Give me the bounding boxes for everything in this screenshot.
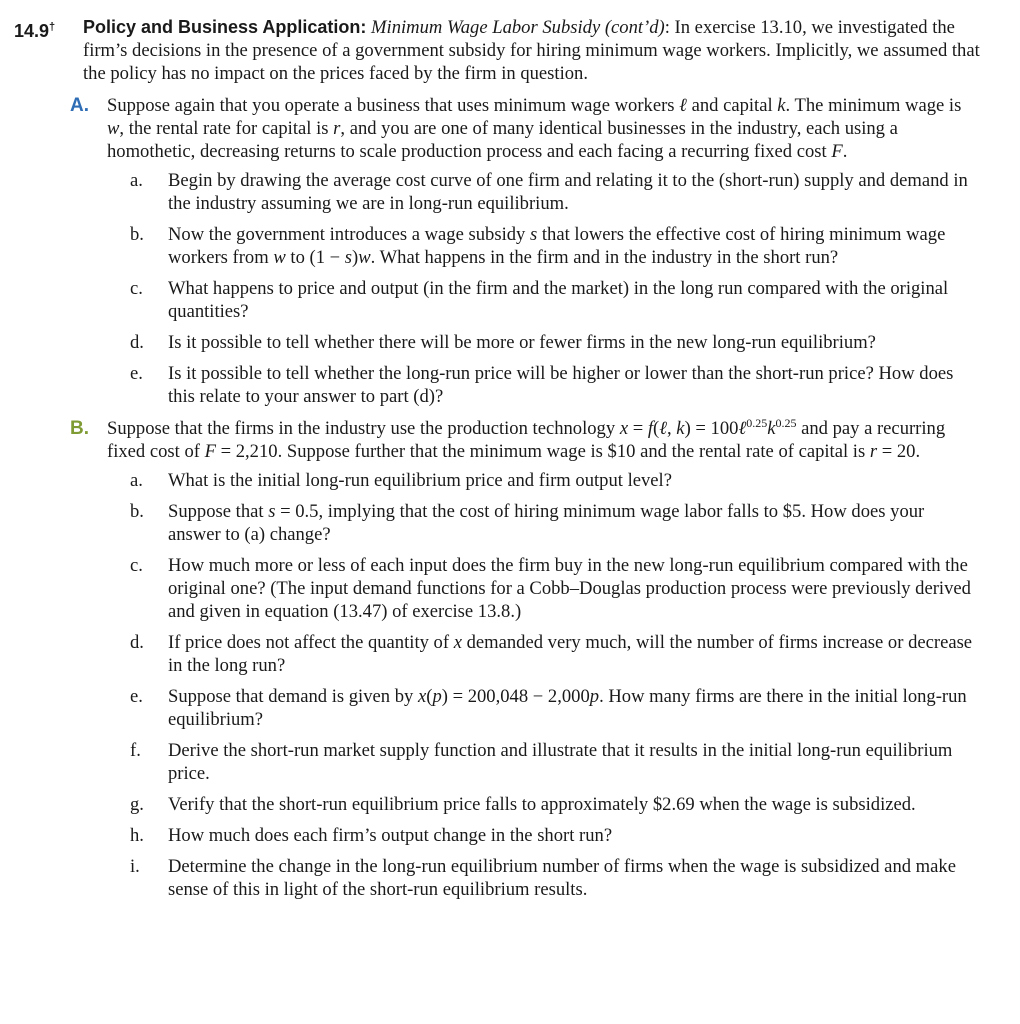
math-variable: x: [453, 632, 462, 653]
text-segment: =: [628, 418, 648, 439]
math-variable: w: [273, 247, 286, 268]
text-segment: that lowers the effective cost of hiring minimum wage workers from: [168, 224, 946, 268]
question-text: [168, 555, 971, 622]
math-variable: w: [358, 247, 371, 268]
text-segment: : In exercise 13.10, we investigated the firm’s decisions in the presence of a government subsidy for hiring minimum wage workers. Implicitly, we assumed that the policy has no impact on the prices faced by the firm in question.: [83, 17, 980, 84]
question-text: [168, 632, 972, 676]
question-text: [168, 278, 948, 322]
text-segment: ,: [667, 418, 677, 439]
text-segment: Determine the change in the long-run equilibrium number of firms when the wage is subsidized and make sense of this in light of the short-run equilibrium results.: [168, 856, 956, 900]
question-item: [0, 277, 1020, 323]
question-letter: h.: [130, 825, 144, 846]
question-item: [0, 500, 1020, 546]
text-segment: . How many firms are there in the initial long-run equilibrium?: [168, 686, 967, 730]
dagger-mark: †: [49, 21, 56, 33]
text-segment: Is it possible to tell whether there will be more or fewer firms in the new long-run equilibrium?: [168, 332, 876, 353]
question-item: [0, 855, 1020, 901]
text-segment: Now the government introduces a wage subsidy: [168, 224, 530, 245]
text-segment: Begin by drawing the average cost curve of one firm and relating it to the (short-run) supply and demand in the industry assuming we are in long-run equilibrium.: [168, 170, 968, 214]
math-variable: k: [777, 95, 786, 116]
part-b: [0, 417, 1020, 463]
exercise-number: [14, 16, 55, 43]
part-a: [0, 94, 1020, 163]
math-variable: F: [204, 441, 216, 462]
text-segment: Is it possible to tell whether the long-run price will be higher or lower than the short-run price? How does this relate to your answer to part (d)?: [168, 363, 954, 407]
text-segment: How much does each firm’s output change in the short run?: [168, 825, 613, 846]
text-segment: = 0.5, implying that the cost of hiring minimum wage labor falls to $5. How does your answer to (a) change?: [168, 501, 925, 545]
text-segment: to (1 −: [285, 247, 345, 268]
question-list: [0, 169, 1020, 408]
question-text: [168, 332, 876, 353]
question-item: [0, 223, 1020, 269]
question-text: [168, 825, 612, 846]
math-variable: ℓ: [738, 418, 747, 439]
question-text: [168, 501, 924, 545]
question-letter: e.: [130, 686, 143, 707]
question-letter: e.: [130, 363, 143, 384]
question-item: [0, 739, 1020, 785]
text-segment: How much more or less of each input does the firm buy in the new long-run equilibrium compared with the original one? (The input demand functions for a Cobb–Douglas production process were previously derived and given in equation (13.47) of exercise 13.8.): [168, 555, 971, 622]
math-variable: x: [417, 686, 427, 707]
question-letter: g.: [130, 794, 144, 815]
question-item: [0, 631, 1020, 677]
question-item: [0, 554, 1020, 623]
text-segment: and capital: [686, 95, 778, 116]
text-segment: , and you are one of many identical businesses in the industry, each using a homothetic, decreasing returns to scale production process and each facing a recurring fixed cost: [107, 118, 898, 162]
question-letter: i.: [130, 856, 140, 877]
math-variable: s: [529, 224, 538, 245]
exercise-header: [0, 16, 1020, 85]
question-letter: b.: [130, 501, 144, 522]
question-item: [0, 331, 1020, 354]
question-item: [0, 793, 1020, 816]
text-segment: . The minimum wage is: [785, 95, 962, 116]
math-variable: F: [831, 141, 843, 162]
question-item: [0, 824, 1020, 847]
text-segment: Suppose that demand is given by: [168, 686, 418, 707]
text-segment: ) = 100: [684, 418, 739, 439]
text-segment: , the rental rate for capital is: [119, 118, 334, 139]
text-segment: Suppose that the firms in the industry use the production technology: [107, 418, 620, 439]
question-text: [168, 170, 968, 214]
part-prompt: [107, 418, 945, 462]
text-segment: Derive the short-run market supply function and illustrate that it results in the initial long-run equilibrium price.: [168, 740, 953, 784]
question-letter: a.: [130, 170, 143, 191]
text-segment: (: [426, 686, 433, 707]
question-letter: b.: [130, 224, 144, 245]
question-text: [168, 856, 956, 900]
exponent: 0.25: [775, 416, 797, 430]
text-segment: What is the initial long-run equilibrium price and firm output level?: [168, 470, 672, 491]
question-letter: a.: [130, 470, 143, 491]
math-variable: f: [647, 418, 654, 439]
exponent: 0.25: [746, 416, 768, 430]
question-text: [168, 794, 916, 815]
math-variable: r: [333, 118, 341, 139]
text-segment: and pay a recurring fixed cost of: [107, 418, 946, 462]
text-segment: (: [653, 418, 660, 439]
text-segment: ) = 200,048 − 2,000: [441, 686, 590, 707]
question-letter: d.: [130, 332, 144, 353]
question-text: [168, 470, 672, 491]
question-text: [168, 224, 945, 268]
part-label: A.: [70, 95, 89, 116]
text-segment: ): [352, 247, 359, 268]
question-item: [0, 685, 1020, 731]
question-item: [0, 469, 1020, 492]
question-text: [168, 686, 967, 730]
text-segment: demanded very much, will the number of firms increase or decrease in the long run?: [168, 632, 973, 676]
question-letter: d.: [130, 632, 144, 653]
text-segment: If price does not affect the quantity of: [168, 632, 454, 653]
question-item: [0, 169, 1020, 215]
text-segment: = 20.: [877, 441, 921, 462]
question-list: [0, 469, 1020, 901]
math-variable: k: [767, 418, 776, 439]
math-variable: Minimum Wage Labor Subsidy (cont’d): [366, 17, 665, 38]
math-variable: x: [619, 418, 629, 439]
exercise-title: Policy and Business Application:: [83, 17, 367, 37]
math-variable: s: [268, 501, 276, 522]
text-segment: .: [842, 141, 848, 162]
math-variable: r: [869, 441, 878, 462]
part-label: B.: [70, 418, 89, 439]
question-letter: c.: [130, 278, 143, 299]
math-variable: k: [676, 418, 685, 439]
text-segment: What happens to price and output (in the firm and the market) in the long run compared with the original quantities?: [168, 278, 949, 322]
math-variable: ℓ: [659, 418, 667, 439]
text-segment: Suppose that: [168, 501, 269, 522]
math-variable: ℓ: [679, 95, 687, 116]
text-segment: . What happens in the firm and in the industry in the short run?: [370, 247, 839, 268]
math-variable: s: [344, 247, 353, 268]
question-text: [168, 363, 953, 407]
exercise-parts: [0, 94, 1020, 901]
question-item: [0, 362, 1020, 408]
question-letter: c.: [130, 555, 143, 576]
question-letter: f.: [130, 740, 141, 761]
text-segment: = 2,210. Suppose further that the minimum wage is $10 and the rental rate of capital is: [215, 441, 870, 462]
exercise-number-text: 14.9: [14, 21, 50, 41]
math-variable: w: [107, 118, 120, 139]
math-variable: p: [589, 686, 600, 707]
part-prompt: [107, 95, 961, 162]
text-segment: Verify that the short-run equilibrium price falls to approximately $2.69 when the wage is subsidized.: [168, 794, 916, 815]
math-variable: p: [432, 686, 442, 707]
text-segment: Suppose again that you operate a business that uses minimum wage workers: [107, 95, 680, 116]
question-text: [168, 740, 952, 784]
